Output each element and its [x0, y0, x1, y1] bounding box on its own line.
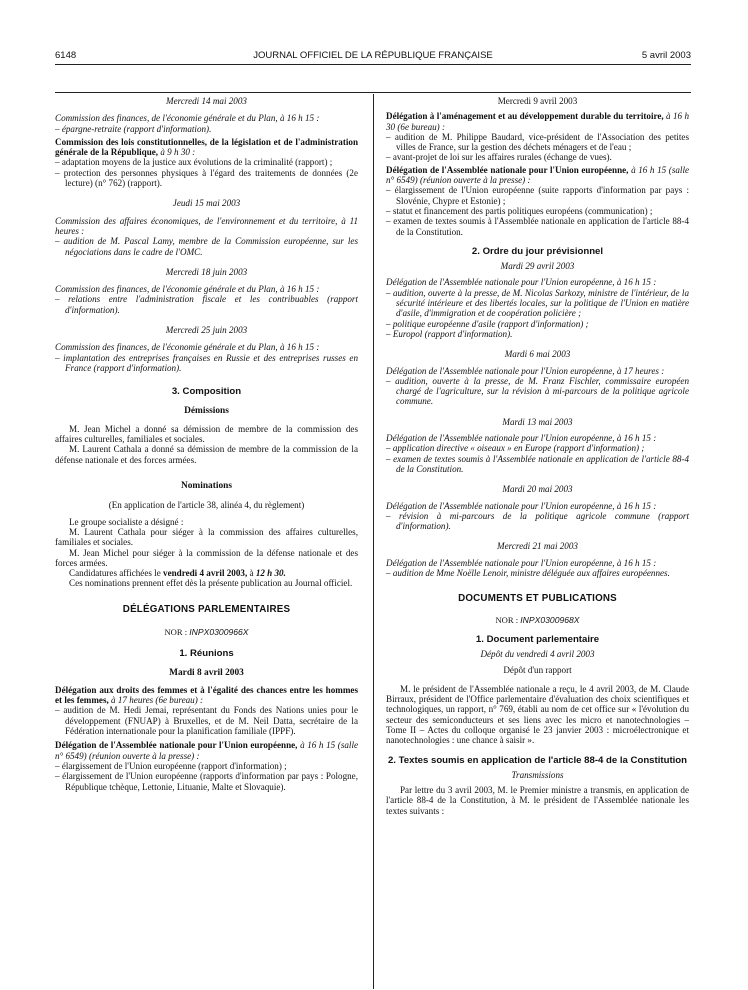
agenda-intro: Commission des lois constitutionnelles, de la législation et de l'administration générale de la République, à 9 h 30 : — [55, 136, 358, 158]
date-heading: Mardi 8 avril 2003 — [169, 667, 244, 678]
section-title: DÉLÉGATIONS PARLEMENTAIRES — [122, 603, 291, 615]
subsection-heading: Dépôt d'un rapport — [503, 665, 572, 676]
agenda-item: – avant-projet de loi sur les affaires rurales (échange de vues). — [386, 152, 612, 163]
agenda-item: – relations entre l'administration fiscale et les contribuables (rapport d'information). — [55, 294, 358, 315]
section-title: DOCUMENTS ET PUBLICATIONS — [458, 593, 617, 605]
agenda-item: – protection des personnes physiques à l'égard des traitements de données (2e lecture) (n° 762) (rapport). — [55, 167, 358, 189]
agenda-item: – élargissement de l'Union européenne (rapport d'information) ; — [55, 760, 287, 771]
paragraph: Par lettre du 3 avril 2003, M. le Premier ministre a transmis, en application de l'article 88-4 de la Constitution, à M. le président de l'Assemblée nationale les textes suivants : — [386, 785, 689, 816]
journal-title: JOURNAL OFFICIEL DE LA RÉPUBLIQUE FRANÇAISE — [253, 50, 493, 61]
page-number: 6148 — [55, 50, 77, 61]
section-heading: 1. Document parlementaire — [475, 633, 600, 645]
agenda-item: – élargissement de l'Union européenne (suite rapports d'information par pays : Slovénie, Chypre et Estonie) ; — [386, 185, 689, 206]
agenda-item: – adaptation moyens de la justice aux évolutions de la criminalité (rapport) ; — [55, 157, 333, 168]
nor-reference: NOR : INPX0300966X — [164, 626, 249, 637]
agenda-item: – révision à mi-parcours de la politique agricole commune (rapport d'information). — [386, 510, 689, 532]
section-heading: 2. Textes soumis en application de l'article 88-4 de la Constitution — [387, 754, 688, 766]
agenda-item: – élargissement de l'Union européenne (rapports d'information par pays : Pologne, République tchèque, Lettonie, Lituanie, Malte et Slovaquie). — [55, 771, 358, 792]
agenda-intro: Délégation de l'Assemblée nationale pour l'Union européenne, à 17 heures : — [386, 365, 665, 376]
header-rule-top — [55, 64, 691, 65]
date-heading: Mercredi 25 juin 2003 — [165, 325, 248, 336]
agenda-intro: Délégation aux droits des femmes et à l'égalité des chances entre les hommes et les femmes, à 17 heures (6e bureau) : — [55, 684, 358, 706]
date-heading: Mardi 29 avril 2003 — [500, 261, 575, 272]
agenda-item: – Europol (rapport d'information). — [386, 328, 513, 339]
section-heading: 2. Ordre du jour prévisionnel — [471, 245, 604, 257]
nor-reference: NOR : INPX0300968X — [495, 614, 580, 625]
paragraph: M. Jean Michel a donné sa démission de membre de la commission des affaires culturelles, familiales et sociales. — [55, 423, 358, 445]
date-heading: Mercredi 14 mai 2003 — [166, 96, 247, 106]
paragraph: M. Laurent Cathala pour siéger à la commission des affaires culturelles, familiales et sociales. — [55, 526, 358, 548]
agenda-intro: Délégation de l'Assemblée nationale pour l'Union européenne, à 16 h 15 (salle n° 6549) (réunion ouverte à la presse) : — [386, 164, 690, 186]
date-heading: Mardi 13 mai 2003 — [502, 416, 573, 427]
date-heading: Mardi 20 mai 2003 — [502, 484, 573, 495]
date-heading: Jeudi 15 mai 2003 — [172, 198, 241, 209]
agenda-intro: Délégation à l'aménagement et au développement durable du territoire, à 16 h 30 (6e bureau) : — [386, 111, 689, 132]
agenda-intro: Délégation de l'Assemblée nationale pour l'Union européenne, à 16 h 15 : — [386, 500, 657, 511]
agenda-intro: Délégation de l'Assemblée nationale pour l'Union européenne, à 16 h 15 : — [386, 277, 657, 288]
agenda-item: – audition de M. Philippe Baudard, vice-président de l'Association des petites villes de France, sur la gestion des déchets ménagers et de l'eau ; — [386, 131, 689, 153]
agenda-item: – implantation des entreprises françaises en Russie et des entreprises russes en France (rapport d'information). — [55, 352, 358, 373]
agenda-item: – statut et financement des partis politiques européens (communication) ; — [386, 205, 653, 216]
agenda-item: – épargne-retraite (rapport d'information). — [55, 123, 212, 134]
agenda-intro: Commission des finances, de l'économie générale et du Plan, à 16 h 15 : — [55, 113, 320, 124]
header-rule-bottom — [55, 92, 691, 93]
paragraph: (En application de l'article 38, alinéa 4, du règlement) — [108, 500, 305, 511]
section-heading: 3. Composition — [171, 386, 242, 398]
agenda-item: – politique européenne d'asile (rapport d'information) ; — [386, 318, 589, 329]
agenda-intro: Délégation de l'Assemblée nationale pour l'Union européenne, à 16 h 15 : — [386, 557, 657, 568]
paragraph: M. Laurent Cathala a donné sa démission de membre de la commission de la défense nationale et des forces armées. — [55, 444, 358, 465]
agenda-intro: Commission des finances, de l'économie générale et du Plan, à 16 h 15 : — [55, 284, 320, 295]
date-heading: Mercredi 21 mai 2003 — [497, 541, 578, 552]
paragraph: M. le président de l'Assemblée nationale a reçu, le 4 avril 2003, de M. Claude Birraux, président de l'Office parlementaire d'évaluation des choix scientifiques et technologiques, un rapport, n° 769, établi au nom de cet office sur « l'évolution du secteur des semiconducteurs et ses liens avec les micro et nanotechnologies – Tome II – Actes du colloque organisé le 23 janvier 2003 : microélectronique et nanotechnologies : une chance à saisir ». — [386, 683, 689, 746]
date-heading: Dépôt du vendredi 4 avril 2003 — [480, 649, 595, 660]
agenda-intro: Délégation de l'Assemblée nationale pour l'Union européenne, à 16 h 15 : — [386, 433, 657, 444]
agenda-item: – audition de Mme Noëlle Lenoir, ministre déléguée aux affaires européennes. — [386, 567, 670, 578]
agenda-item: – audition de M. Pascal Lamy, membre de la Commission européenne, sur les négociations dans le cadre de l'OMC. — [55, 236, 358, 257]
date-heading: Mercredi 18 juin 2003 — [165, 266, 248, 277]
date-heading: Mercredi 9 avril 2003 — [497, 96, 578, 106]
right-column — [386, 96, 689, 816]
subsection-heading: Transmissions — [511, 769, 564, 780]
issue-date: 5 avril 2003 — [641, 50, 691, 61]
agenda-item: – examen de textes soumis à l'Assemblée nationale en application de l'article 88-4 de la Constitution. — [386, 216, 689, 237]
paragraph: M. Jean Michel pour siéger à la commission de la défense nationale et des forces armées. — [55, 547, 358, 568]
column-divider — [373, 94, 374, 989]
agenda-intro: Délégation de l'Assemblée nationale pour l'Union européenne, à 16 h 15 (salle n° 6549) (réunion ouverte à la presse) : — [55, 740, 359, 761]
agenda-item: – application directive « oiseaux » en Europe (rapport d'information) ; — [386, 443, 645, 454]
agenda-item: – audition, ouverte à la presse, de M. Franz Fischler, commissaire européen chargé de l'agriculture, sur la révision à mi-parcours de la politique agricole commune. — [386, 375, 689, 407]
left-column — [55, 96, 358, 792]
paragraph: Candidatures affichées le vendredi 4 avril 2003, à 12 h 30. — [69, 568, 286, 579]
agenda-item: – audition, ouverte à la presse, de M. Nicolas Sarkozy, ministre de l'intérieur, de la sécurité intérieure et des libertés locales, sur la politique de l'Union en matière d'asile, d'immigration et de coopération policière ; — [386, 287, 689, 319]
paragraph: Ces nominations prennent effet dès la présente publication au Journal officiel. — [69, 578, 353, 589]
subsection-heading: Démissions — [184, 405, 229, 416]
agenda-intro: Commission des finances, de l'économie générale et du Plan, à 16 h 15 : — [55, 342, 320, 353]
agenda-item: – examen de textes soumis à l'Assemblée nationale en application de l'article 88-4 de la Constitution. — [386, 453, 689, 474]
paragraph: Le groupe socialiste a désigné : — [69, 516, 184, 527]
agenda-item: – audition de M. Hedi Jemai, représentant du Fonds des Nations unies pour le développement (FNUAP) à Bruxelles, et de M. Neil Datta, secrétaire de la Fédération internationale pour la planification familiale (IPPF). — [55, 705, 358, 737]
subsection-heading: Nominations — [180, 481, 233, 492]
section-heading: 1. Réunions — [179, 648, 234, 660]
date-heading: Mardi 6 mai 2003 — [504, 349, 571, 360]
agenda-intro: Commission des affaires économiques, de l'environnement et du territoire, à 11 heures : — [55, 215, 358, 236]
